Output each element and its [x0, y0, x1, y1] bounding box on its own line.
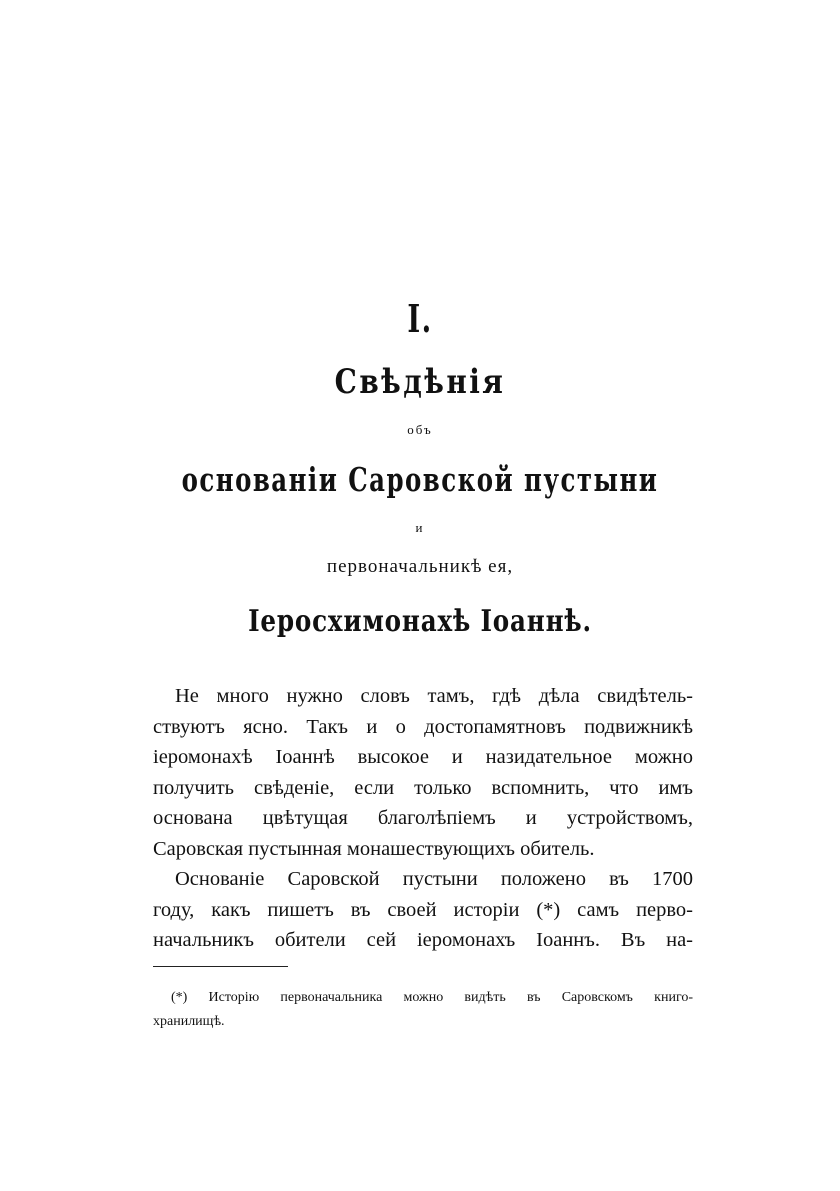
- title-connector-and: и: [415, 520, 425, 535]
- body-line: Основаніе Саровской пустыни положено въ 1700: [175, 868, 693, 890]
- chapter-title-second-line: основаніи Саровской пустыни: [181, 460, 659, 499]
- body-line: ствуютъ ясно. Такъ и о достопамятновъ подвижникѣ: [153, 715, 693, 738]
- body-line: іеромонахѣ Іоаннѣ высокое и назидательное можно: [153, 746, 693, 768]
- footnote-line: (*) Исторію первоначальника можно видѣть въ Саровскомъ книго-: [171, 990, 693, 1005]
- body-line: основана цвѣтущая благолѣпіемъ и устройствомъ,: [153, 807, 693, 829]
- chapter-subtitle: первоначальникѣ ея,: [326, 556, 514, 577]
- body-paragraph-2: [153, 864, 693, 956]
- footnote: [153, 986, 693, 1034]
- body-line: Саровская пустынная монашествующихъ обитель.: [153, 837, 595, 860]
- section-number: I.: [407, 296, 433, 341]
- body-paragraph-1: [153, 681, 693, 864]
- body-line: начальникъ обители сей іеромонахъ Іоаннъ. Въ на-: [153, 929, 693, 951]
- body-line: Не много нужно словъ тамъ, гдѣ дѣла свидѣтель-: [175, 685, 693, 707]
- footnote-line: хранилищѣ.: [153, 1014, 225, 1029]
- body-line: получить свѣденіе, если только вспомнить, что имъ: [153, 776, 693, 799]
- chapter-title: Свѣдѣнія: [334, 362, 506, 402]
- footnote-divider: [153, 966, 288, 967]
- body-line: году, какъ пишетъ въ своей исторіи (*) самъ перво-: [153, 898, 693, 921]
- title-connector-ob: объ: [407, 422, 433, 437]
- chapter-name-line: Іеросхимонахѣ Іоаннѣ.: [248, 604, 592, 639]
